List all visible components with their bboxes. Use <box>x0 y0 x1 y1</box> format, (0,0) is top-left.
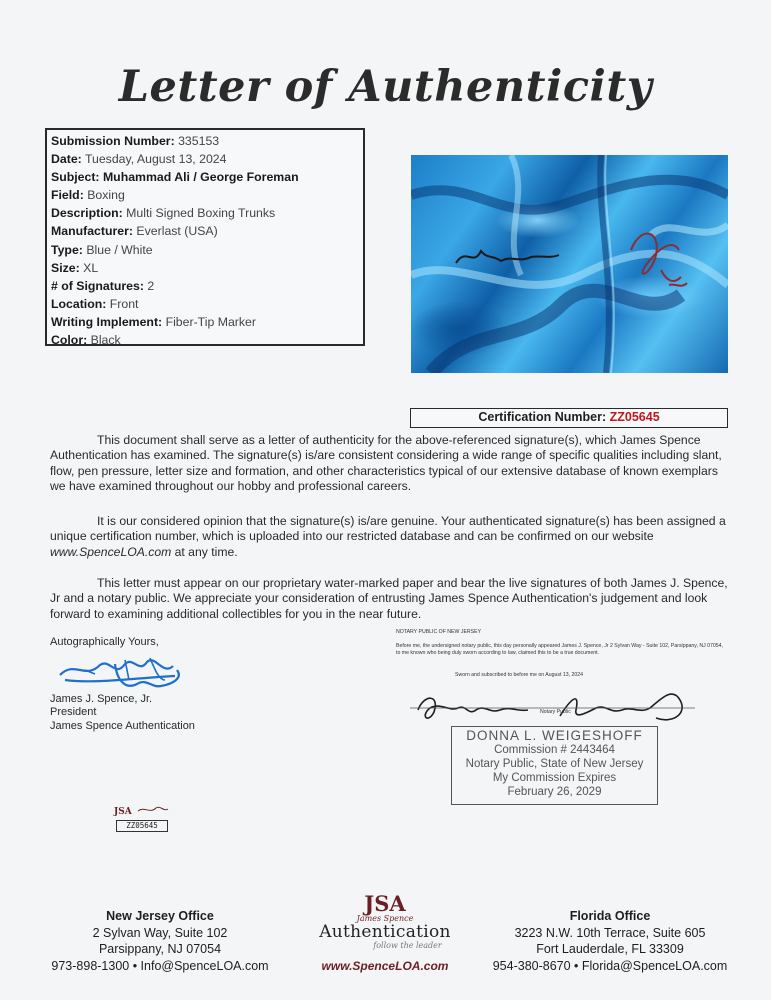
stamp-name: DONNA L. WEIGESHOFF <box>466 728 643 743</box>
fl-office-line1: 3223 N.W. 10th Terrace, Suite 605 <box>514 925 706 940</box>
nj-office <box>35 908 285 974</box>
website-link-inline[interactable]: www.SpenceLOA.com <box>50 544 172 559</box>
notary-stamp <box>451 726 658 805</box>
svg-text:JSA: JSA <box>114 807 132 817</box>
stamp-expires-label: My Commission Expires <box>492 772 617 784</box>
detail-value: Blue / White <box>86 242 153 257</box>
notary-line-label: Notary Public <box>540 709 571 715</box>
stamp-commission: Commission # 2443464 <box>494 744 615 756</box>
detail-label: Field: <box>51 188 84 203</box>
president-signature <box>55 650 195 692</box>
detail-row <box>51 132 359 150</box>
certification-number: ZZ05645 <box>609 410 660 424</box>
detail-label: Subject: <box>51 170 100 185</box>
photo-folds <box>411 155 728 373</box>
detail-label: Color: <box>51 333 88 348</box>
paragraph-opinion-end: at any time. <box>171 544 238 559</box>
detail-label: Date: <box>51 152 82 167</box>
signer-company: James Spence Authentication <box>50 719 195 732</box>
detail-value: Fiber-Tip Marker <box>165 314 256 329</box>
detail-value: Boxing <box>87 188 125 203</box>
detail-value: Black <box>90 333 121 348</box>
fl-office-contact: 954-380-8670 • Florida@SpenceLOA.com <box>492 958 728 973</box>
detail-value: Front <box>109 296 139 311</box>
details-box <box>45 128 365 346</box>
nj-office-contact: 973-898-1300 • Info@SpenceLOA.com <box>51 958 269 973</box>
notary-statement: Before me, the undersigned notary public, this day personally appeared James J. Spence, Jr 2 Sylvan Way - Suite 102, Parsippany, NJ 07054, to me known who being duly sworn according to law, claimed this to be a true document. <box>396 643 723 656</box>
paragraph-opinion <box>50 514 730 560</box>
logo-website[interactable]: www.SpenceLOA.com <box>321 959 449 973</box>
nj-office-line2: Parsippany, NJ 07054 <box>98 942 222 956</box>
logo-james-spence: James Spence <box>356 914 414 923</box>
fl-office-line2: Fort Lauderdale, FL 33309 <box>536 942 684 956</box>
detail-label: # of Signatures: <box>51 278 144 293</box>
detail-value: 335153 <box>178 134 220 148</box>
detail-label: Type: <box>51 242 83 257</box>
detail-value: Everlast (USA) <box>136 224 218 239</box>
page-title: Letter of Authenticity <box>118 62 653 112</box>
detail-value: Multi Signed Boxing Trunks <box>126 206 276 221</box>
detail-row <box>51 150 359 168</box>
notary-signature <box>410 680 700 730</box>
detail-value: 2 <box>147 278 155 293</box>
closing: Autographically Yours, <box>50 636 159 648</box>
fl-office <box>485 908 735 974</box>
fl-office-heading: Florida Office <box>569 909 651 923</box>
detail-row <box>51 222 359 240</box>
certification-number-box <box>410 408 728 428</box>
nj-office-heading: New Jersey Office <box>106 909 214 923</box>
detail-label: Manufacturer: <box>51 224 133 239</box>
paragraph-examination: This document shall serve as a letter of authenticity for the above-referenced signature(s), which James Spence Authentication has examined. The signature(s) is/are consistent considering a wide range of specific qualities including slant, flow, pen pressure, letter size and formation, and other characteristics typical of our extensive database of known exemplars we have examined throughout our hobby and professional careers. <box>50 433 722 494</box>
detail-label: Size: <box>51 260 80 275</box>
nj-office-line1: 2 Sylvan Way, Suite 102 <box>92 925 228 940</box>
detail-value: XL <box>83 260 99 275</box>
detail-label: Submission Number: <box>51 134 175 148</box>
detail-row <box>51 168 359 186</box>
signer-name: James J. Spence, Jr. <box>50 692 153 705</box>
paragraph-paper: This letter must appear on our proprietary water-marked paper and bear the live signatures of both James J. Spence, Jr and a notary public. We appreciate your consideration of entrusting James Spence Authentication's judgement and look forward to examining additional collectibles for you in the near future. <box>50 576 728 621</box>
detail-row <box>51 241 359 259</box>
jsa-logo <box>300 893 470 983</box>
notary-heading: NOTARY PUBLIC OF NEW JERSEY <box>396 629 482 635</box>
detail-row <box>51 277 359 295</box>
paragraph-opinion-text: It is our considered opinion that the signature(s) is/are genuine. Your authenticated signature(s) has been assigned a unique certification number, which is uploaded into our restricted database and can be confirmed on our website <box>50 514 726 544</box>
coa-sticker: ZZ05645 <box>116 820 168 832</box>
logo-tagline: follow the leader <box>373 941 442 950</box>
certification-label: Certification Number: <box>478 410 607 424</box>
detail-label: Location: <box>51 296 107 311</box>
detail-value: Muhammad Ali / George Foreman <box>102 170 299 185</box>
logo-authentication: Authentication <box>319 922 451 942</box>
detail-row <box>51 259 359 277</box>
item-photo <box>411 155 728 373</box>
detail-row <box>51 204 359 222</box>
detail-label: Writing Implement: <box>51 314 163 329</box>
detail-row <box>51 331 359 349</box>
notary-sworn: Sworn and subscribed to before me on August 13, 2024 <box>455 672 584 678</box>
jsa-sticker-logo <box>110 802 172 820</box>
detail-row <box>51 313 359 331</box>
signoff-block <box>50 636 280 733</box>
detail-row <box>51 295 359 313</box>
detail-value: Tuesday, August 13, 2024 <box>84 152 227 167</box>
stamp-state: Notary Public, State of New Jersey <box>465 758 644 770</box>
stamp-expires-date: February 26, 2029 <box>507 786 602 798</box>
detail-row <box>51 186 359 204</box>
logo-jsa: JSA <box>364 891 406 916</box>
detail-label: Description: <box>51 206 123 221</box>
signer-role: President <box>50 706 97 718</box>
